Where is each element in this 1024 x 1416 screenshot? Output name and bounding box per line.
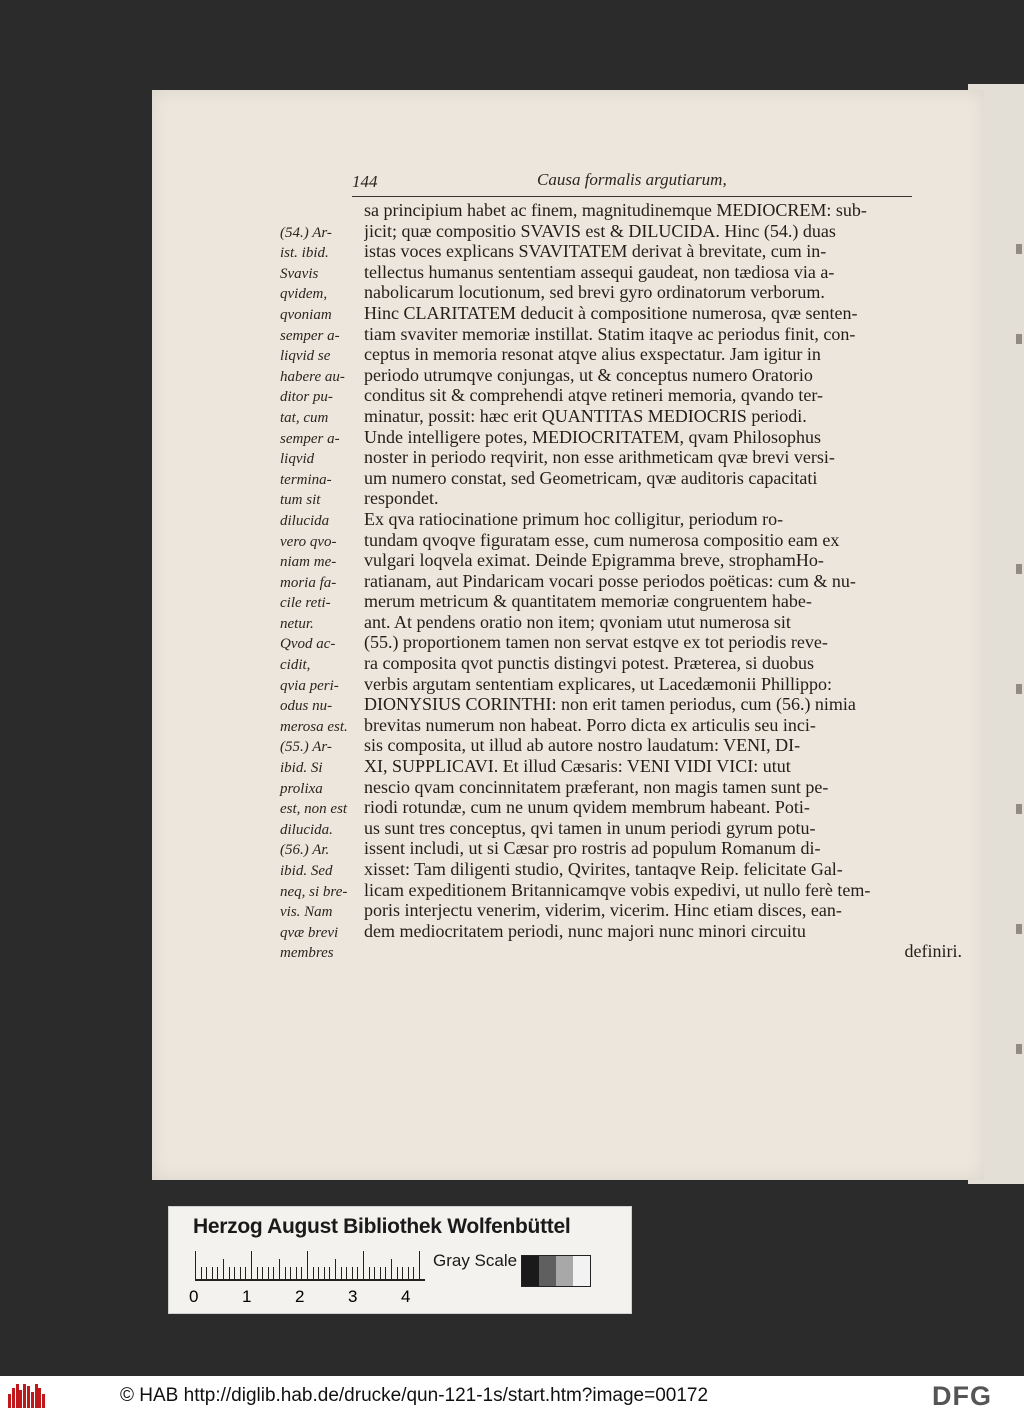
- logo-bar: [31, 1392, 34, 1408]
- ruler-tick: [206, 1267, 207, 1279]
- logo-bar: [27, 1386, 30, 1408]
- text-line: (55.) proportionem tamen non servat estqve ex tot periodis reve-: [364, 632, 828, 653]
- ruler-tick: [240, 1267, 241, 1279]
- ruler-tick: [357, 1267, 358, 1279]
- text-line: minatur, possit: hæc erit QUANTITAS MEDIOCRIS periodi.: [364, 405, 807, 426]
- ruler-tick: [391, 1259, 392, 1279]
- logo-bar: [23, 1384, 26, 1408]
- margin-note-line: ditor pu-: [280, 389, 333, 406]
- logo-bar: [19, 1390, 22, 1408]
- text-line: ceptus in memoria resonat atqve alius exspectatur. Jam igitur in: [364, 344, 821, 365]
- ruler-scale: [195, 1249, 425, 1281]
- margin-note-line: qvia peri-: [280, 677, 339, 694]
- margin-note-line: netur.: [280, 615, 314, 632]
- ruler-tick: [212, 1267, 213, 1279]
- ruler-tick: [374, 1267, 375, 1279]
- margin-note-line: qvæ brevi: [280, 924, 339, 941]
- text-line: Ex qva ratiocinatione primum hoc colligitur, periodum ro-: [364, 508, 784, 529]
- ruler-tick: [279, 1259, 280, 1279]
- margin-note-line: vero qvo-: [280, 533, 337, 550]
- text-line: definiri.: [904, 941, 962, 962]
- text-line: conditus sit & comprehendi atqve retineri memoria, qvando ter-: [364, 385, 823, 406]
- text-line: xisset: Tam diligenti studio, Qvirites, tantaqve Reip. felicitate Gal-: [364, 859, 843, 879]
- running-title: Causa formalis argutiarum,: [537, 170, 727, 189]
- ruler-tick: [285, 1267, 286, 1279]
- margin-note-line: [280, 202, 376, 223]
- text-line: XI, SUPPLICAVI. Et illud Cæsaris: VENI VIDI VICI: utut: [364, 756, 791, 777]
- ruler-number: 0: [189, 1287, 199, 1306]
- gray-scale-label: Gray Scale: [433, 1251, 518, 1270]
- ruler-tick: [397, 1267, 398, 1279]
- margin-note-line: odus nu-: [280, 698, 333, 715]
- text-line: us sunt tres conceptus, qvi tamen in unum periodi gyrum potu-: [364, 817, 816, 838]
- margin-note-line: (55.) Ar-: [280, 739, 332, 756]
- ruler-tick: [268, 1267, 269, 1279]
- ruler-tick: [318, 1267, 319, 1279]
- margin-note-line: cidit,: [280, 657, 311, 674]
- text-line: respondet.: [364, 488, 439, 509]
- margin-note-line: Svavis: [280, 265, 319, 282]
- ruler-tick: [413, 1267, 414, 1279]
- text-line: Unde intelligere potes, MEDIOCRITATEM, qvam Philosophus: [364, 426, 822, 447]
- margin-note-line: termina-: [280, 471, 332, 488]
- page-header: [352, 166, 912, 197]
- text-line: poris interjectu venerim, viderim, vicerim. Hinc etiam disces, ean-: [364, 900, 842, 921]
- text-line: jicit; quæ compositio SVAVIS est & DILUCIDA. Hinc (54.) duas: [364, 220, 836, 241]
- ruler-tick: [296, 1267, 297, 1279]
- hab-logo-icon: [8, 1384, 46, 1408]
- margin-notes: [280, 202, 376, 964]
- margin-note-line: semper a-: [280, 327, 340, 344]
- gray-scale-swatches: [521, 1255, 591, 1287]
- ruler-tick: [380, 1267, 381, 1279]
- logo-bar: [38, 1388, 41, 1408]
- ruler-tick: [363, 1251, 364, 1279]
- ruler-tick: [229, 1267, 230, 1279]
- text-line: dem mediocritatem periodi, nunc majori nunc minori circuitu: [364, 920, 806, 941]
- text-line: merum metricum & quantitatem memoriæ congruentem habe-: [364, 591, 812, 612]
- ruler-tick: [257, 1267, 258, 1279]
- copyright-link[interactable]: © HAB http://diglib.hab.de/drucke/qun-121-1s/start.htm?image=00172: [120, 1385, 709, 1406]
- text-line: ratianam, aut Pindaricam vocari posse periodos poëticas: cum & nu-: [364, 570, 856, 591]
- margin-note-line: dilucida.: [280, 821, 333, 838]
- margin-note-line: qvoniam: [280, 306, 332, 323]
- text-line: tellectus humanus sententiam assequi gaudeat, non tædiosa via a-: [364, 261, 835, 282]
- ruler-tick: [324, 1267, 325, 1279]
- ruler-tick: [402, 1267, 403, 1279]
- ruler-number: 3: [348, 1287, 358, 1306]
- library-name: Herzog August Bibliothek Wolfenbüttel: [193, 1215, 571, 1238]
- ruler-tick: [352, 1267, 353, 1279]
- margin-note-line: habere au-: [280, 368, 345, 385]
- logo-bar: [35, 1384, 38, 1408]
- text-line: noster in periodo reqvirit, non esse arithmeticam qvæ brevi versi-: [364, 447, 835, 468]
- margin-note-line: tum sit: [280, 492, 321, 509]
- margin-note-line: neq, si bre-: [280, 883, 348, 900]
- text-line: vulgari loqvela eximat. Deinde Epigramma breve, strophamHo-: [364, 550, 824, 571]
- margin-note-line: vis. Nam: [280, 904, 333, 921]
- margin-note-line: qvidem,: [280, 286, 328, 303]
- text-line: tiam svaviter memoriæ instillat. Statim itaqve ac periodus finit, con-: [364, 323, 856, 344]
- ruler-tick: [419, 1251, 420, 1279]
- ruler-tick: [329, 1267, 330, 1279]
- text-line: brevitas numerum non habeat. Porro dicta ex articulis seu inci-: [364, 714, 816, 735]
- text-line: nabolicarum locutionum, sed brevi gyro ordinatorum verborum.: [364, 282, 825, 303]
- gray-swatch: [573, 1256, 590, 1286]
- logo-bar: [12, 1388, 15, 1408]
- ruler-tick: [195, 1251, 196, 1279]
- ruler-tick: [223, 1259, 224, 1279]
- ruler-number: 4: [401, 1287, 411, 1306]
- gray-swatch: [556, 1256, 573, 1286]
- margin-note-line: liqvid se: [280, 348, 331, 365]
- ruler-tick: [201, 1267, 202, 1279]
- text-line: ant. At pendens oratio non item; qvoniam utut numerosa sit: [364, 611, 791, 632]
- margin-note-line: ist. ibid.: [280, 245, 329, 262]
- ruler-tick: [369, 1267, 370, 1279]
- viewer-footer: [0, 1376, 1024, 1416]
- ruler-tick: [217, 1267, 218, 1279]
- ruler-tick: [408, 1267, 409, 1279]
- ruler-number: 1: [242, 1287, 252, 1306]
- ruler-tick: [346, 1267, 347, 1279]
- margin-note-line: merosa est.: [280, 718, 348, 735]
- margin-note-line: dilucida: [280, 512, 330, 529]
- ruler-tick: [307, 1251, 308, 1279]
- ruler-tick: [335, 1259, 336, 1279]
- text-line: istas voces explicans SVAVITATEM derivat à brevitate, cum in-: [364, 241, 827, 262]
- dfg-logo: DFG: [932, 1381, 992, 1411]
- margin-note-line: cile reti-: [280, 595, 331, 612]
- margin-note-line: liqvid: [280, 451, 315, 468]
- ruler-tick: [245, 1267, 246, 1279]
- text-line: verbis argutam sententiam explicares, ut Lacedæmonii Phillippo:: [364, 673, 833, 694]
- margin-note-line: (56.) Ar.: [280, 842, 330, 859]
- text-line: sa principium habet ac finem, magnitudinemque MEDIOCREM: sub-: [364, 200, 867, 220]
- margin-note-line: est, non est: [280, 801, 348, 818]
- page-number: 144: [352, 172, 378, 191]
- margin-note-line: ibid. Si: [280, 760, 323, 777]
- ruler-tick: [290, 1267, 291, 1279]
- ruler-tick: [273, 1267, 274, 1279]
- gray-swatch: [539, 1256, 556, 1286]
- margin-note-line: niam me-: [280, 554, 337, 571]
- margin-note-line: semper a-: [280, 430, 340, 447]
- text-line: Hinc CLARITATEM deducit à compositione numerosa, qvæ senten-: [364, 302, 858, 323]
- text-line: periodo utrumqve conjungas, ut & conceptus numero Oratorio: [364, 364, 813, 385]
- margin-note-line: prolixa: [280, 780, 323, 797]
- logo-bar: [42, 1394, 45, 1408]
- text-line: licam expeditionem Britannicamqve vobis expedivi, ut nullo ferè tem-: [364, 879, 871, 900]
- ruler-tick: [313, 1267, 314, 1279]
- text-line: sis composita, ut illud ab autore nostro laudatum: VENI, DI-: [364, 735, 801, 756]
- text-line: issent includi, ut si Cæsar pro rostris ad populum Romanum di-: [364, 838, 821, 859]
- ruler-number: 2: [295, 1287, 305, 1306]
- gray-swatch: [522, 1256, 539, 1286]
- margin-note-line: Qvod ac-: [280, 636, 336, 653]
- logo-bar: [8, 1394, 11, 1408]
- logo-bar: [16, 1384, 19, 1408]
- ruler-tick: [301, 1267, 302, 1279]
- margin-note-line: moria fa-: [280, 574, 337, 591]
- margin-note-line: ibid. Sed: [280, 863, 333, 879]
- text-line: DIONYSIUS CORINTHI: non erit tamen periodus, cum (56.) nimia: [364, 694, 856, 715]
- margin-note-line: tat, cum: [280, 409, 329, 426]
- text-line: tundam qvoqve figuratam esse, cum numerosa compositio eam ex: [364, 529, 840, 550]
- ruler-tick: [341, 1267, 342, 1279]
- color-calibration-card: [168, 1206, 632, 1314]
- main-text-block: [364, 200, 962, 962]
- text-line: um numero constat, sed Geometricam, qvæ auditoris capacitati: [364, 467, 818, 488]
- margin-note-line: (54.) Ar-: [280, 224, 332, 241]
- text-line: ra composita qvot punctis distingvi potest. Præterea, si duobus: [364, 653, 814, 674]
- text-line: riodi rotundæ, cum ne unum qvidem membrum habeant. Poti-: [364, 797, 810, 818]
- ruler-tick: [234, 1267, 235, 1279]
- book-page: [152, 90, 984, 1180]
- ruler-tick: [262, 1267, 263, 1279]
- text-line: nescio qvam concinnitatem præferant, non magis tamen sunt pe-: [364, 776, 829, 797]
- ruler-tick: [251, 1251, 252, 1279]
- margin-note-line: membres: [280, 945, 334, 962]
- ruler-tick: [385, 1267, 386, 1279]
